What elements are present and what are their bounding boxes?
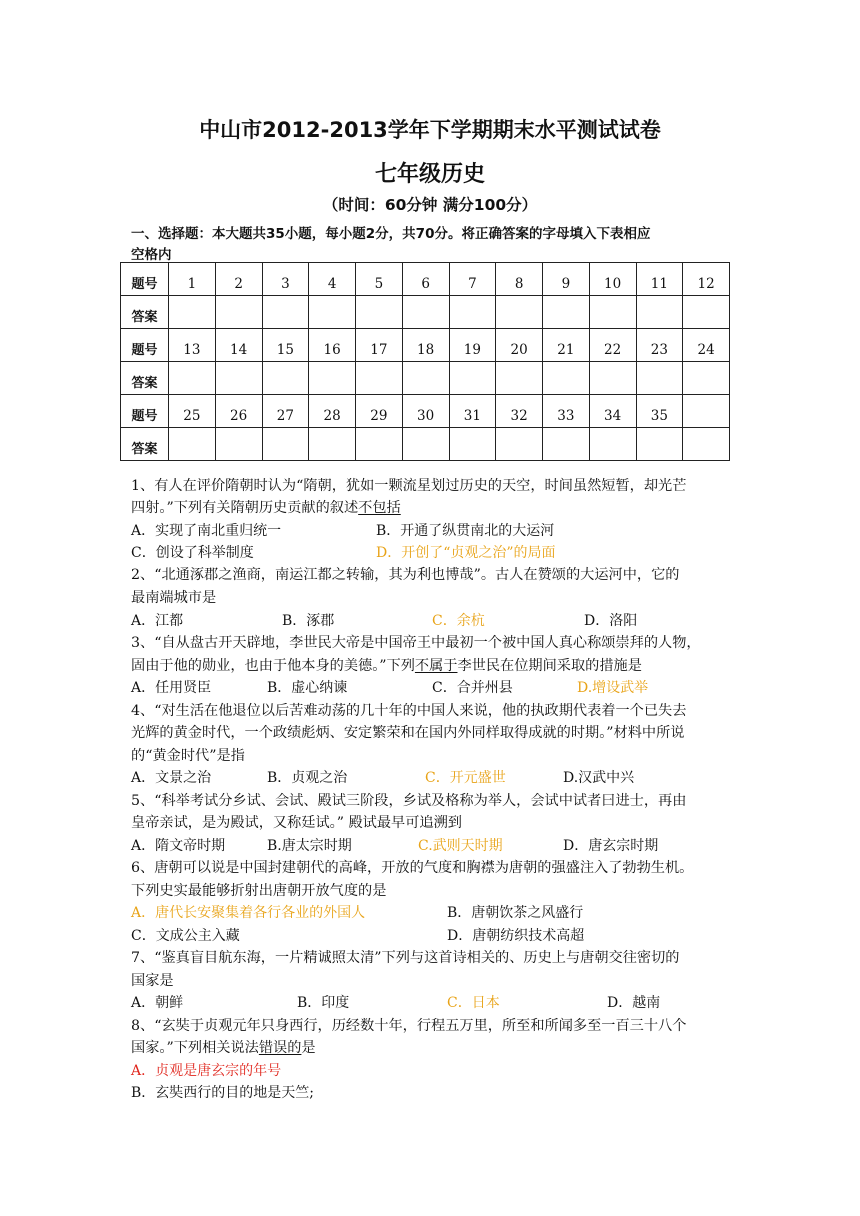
q1-stem-text: 四射。”下列有关隋朝历史贡献的叙述 <box>131 500 359 516</box>
q5-option-d: D．唐玄宗时期 <box>563 838 659 854</box>
question-number-cell: 28 <box>309 395 356 428</box>
answer-blank-cell[interactable] <box>402 362 449 395</box>
answer-blank-cell[interactable] <box>636 296 683 329</box>
q2-option-c: C．余杭 <box>432 613 485 629</box>
answer-header: 答案 <box>121 296 169 329</box>
answer-blank-cell[interactable] <box>683 428 730 461</box>
question-number-header: 题号 <box>121 395 169 428</box>
question-number-cell: 11 <box>636 263 683 296</box>
answer-blank-cell[interactable] <box>169 362 216 395</box>
question-number-cell: 26 <box>215 395 262 428</box>
q2-stem-line1: 2、“北通涿郡之渔商，南运江都之转输，其为利也博哉”。古人在赞颂的大运河中，它的 <box>131 567 680 583</box>
q5-stem-line1: 5、“科举考试分乡试、会试、殿试三阶段，乡试及格称为举人，会试中试者曰进士，再由 <box>131 793 687 809</box>
answer-header: 答案 <box>121 362 169 395</box>
question-number-cell: 24 <box>683 329 730 362</box>
answer-blank-cell[interactable] <box>169 428 216 461</box>
q5-stem-line2: 皇帝亲试，是为殿试，又称廷试。” 殿试最早可追溯到 <box>131 815 462 831</box>
question-number-cell: 23 <box>636 329 683 362</box>
section-instructions-line1: 一、选择题：本大题共35小题，每小题2分，共70分。将正确答案的字母填入下表相应 <box>131 226 651 242</box>
q3-stem-text: 固由于他的勋业，也由于他本身的美德。”下列 <box>131 658 415 674</box>
question-number-cell: 10 <box>589 263 636 296</box>
question-number-cell: 29 <box>356 395 403 428</box>
q8-stem-line2 <box>131 1037 316 1057</box>
q7-option-d: D．越南 <box>607 995 661 1011</box>
answer-blank-cell[interactable] <box>215 362 262 395</box>
q6-option-b: B．唐朝饮茶之风盛行 <box>447 905 584 921</box>
q2-stem-line2: 最南端城市是 <box>131 590 217 606</box>
q5-option-b: B.唐太宗时期 <box>267 838 352 854</box>
question-number-cell: 7 <box>449 263 496 296</box>
answer-blank-cell[interactable] <box>262 362 309 395</box>
answer-blank-cell[interactable] <box>496 296 543 329</box>
answer-table-answer-row <box>121 428 730 461</box>
answer-blank-cell[interactable] <box>636 362 683 395</box>
question-number-header: 题号 <box>121 263 169 296</box>
q2-option-a: A．江都 <box>131 613 184 629</box>
question-number-cell: 12 <box>683 263 730 296</box>
q3-option-a: A．任用贤臣 <box>131 680 212 696</box>
answer-table-number-row <box>121 395 730 428</box>
answer-table-number-row <box>121 263 730 296</box>
q3-emphasis: 不属于 <box>414 658 458 674</box>
question-number-cell: 1 <box>169 263 216 296</box>
q6-option-c: C．文成公主入藏 <box>131 928 240 944</box>
answer-blank-cell[interactable] <box>356 362 403 395</box>
q5-option-c: C.武则天时期 <box>418 838 503 854</box>
q2-option-b: B．涿郡 <box>282 613 335 629</box>
q3-option-d: D.增设武举 <box>577 680 649 696</box>
q5-option-a: A．隋文帝时期 <box>131 838 226 854</box>
question-number-cell: 13 <box>169 329 216 362</box>
q8-emphasis: 错误的 <box>258 1040 302 1056</box>
exam-subtitle: 七年级历史 <box>374 162 485 187</box>
question-number-cell: 2 <box>215 263 262 296</box>
q6-stem-line1: 6、唐朝可以说是中国封建朝代的高峰，开放的气度和胸襟为唐朝的强盛注入了勃勃生机。 <box>131 860 694 876</box>
answer-blank-cell[interactable] <box>543 296 590 329</box>
answer-blank-cell[interactable] <box>543 362 590 395</box>
question-number-cell: 18 <box>402 329 449 362</box>
answer-blank-cell[interactable] <box>449 428 496 461</box>
q6-stem-line2: 下列史实最能够折射出唐朝开放气度的是 <box>131 883 387 899</box>
answer-table-answer-row <box>121 362 730 395</box>
answer-header: 答案 <box>121 428 169 461</box>
q3-option-c: C．合并州县 <box>432 680 513 696</box>
question-number-cell <box>683 395 730 428</box>
q4-option-c: C．开元盛世 <box>425 770 506 786</box>
question-number-cell: 5 <box>356 263 403 296</box>
question-number-cell: 25 <box>169 395 216 428</box>
q4-option-d: D.汉武中兴 <box>563 770 635 786</box>
answer-blank-cell[interactable] <box>683 296 730 329</box>
exam-title: 中山市2012-2013学年下学期期末水平测试试卷 <box>199 118 661 142</box>
question-number-cell: 35 <box>636 395 683 428</box>
q1-emphasis: 不包括 <box>358 500 401 516</box>
q4-stem-line2: 光辉的黄金时代，一个政绩彪炳、安定繁荣和在国内外同样取得成就的时期。”材料中所说 <box>131 725 685 741</box>
answer-blank-cell[interactable] <box>356 296 403 329</box>
answer-blank-cell[interactable] <box>215 428 262 461</box>
question-number-cell: 9 <box>543 263 590 296</box>
answer-blank-cell[interactable] <box>169 296 216 329</box>
q1-option-b: B．开通了纵贯南北的大运河 <box>376 523 555 539</box>
answer-blank-cell[interactable] <box>496 428 543 461</box>
question-number-cell: 14 <box>215 329 262 362</box>
answer-blank-cell[interactable] <box>636 428 683 461</box>
q2-option-d: D．洛阳 <box>584 613 638 629</box>
answer-blank-cell[interactable] <box>262 428 309 461</box>
question-number-cell: 6 <box>402 263 449 296</box>
q8-option-a: A．贞观是唐玄宗的年号 <box>131 1063 282 1079</box>
question-number-cell: 31 <box>449 395 496 428</box>
q1-stem-line1: 1、有人在评价隋朝时认为“隋朝，犹如一颗流星划过历史的天空，时间虽然短暂，却光芒 <box>131 478 687 494</box>
q3-stem-text-end: 李世民在位期间采取的措施是 <box>457 658 642 674</box>
question-number-cell: 16 <box>309 329 356 362</box>
q7-stem-line2: 国家是 <box>131 973 174 989</box>
q3-option-b: B．虚心纳谏 <box>267 680 348 696</box>
q8-stem-text-end: 是 <box>301 1040 316 1056</box>
question-number-cell: 4 <box>309 263 356 296</box>
answer-table-answer-row <box>121 296 730 329</box>
answer-blank-cell[interactable] <box>683 362 730 395</box>
question-number-cell: 21 <box>543 329 590 362</box>
question-number-header: 题号 <box>121 329 169 362</box>
answer-blank-cell[interactable] <box>589 428 636 461</box>
q1-stem-line2 <box>131 497 401 517</box>
q1-option-d: D．开创了“贞观之治”的局面 <box>376 545 556 561</box>
q1-option-a: A．实现了南北重归统一 <box>131 523 282 539</box>
answer-blank-cell[interactable] <box>589 296 636 329</box>
question-number-cell: 22 <box>589 329 636 362</box>
q8-stem-line1: 8、“玄奘于贞观元年只身西行，历经数十年，行程五万里，所至和所闻多至一百三十八个 <box>131 1018 687 1034</box>
answer-blank-cell[interactable] <box>309 362 356 395</box>
answer-blank-cell[interactable] <box>589 362 636 395</box>
q4-option-a: A．文景之治 <box>131 770 212 786</box>
q3-stem-line1: 3、“自从盘古开天辟地，李世民大帝是中国帝王中最初一个被中国人真心称颂崇拜的人物， <box>131 635 701 651</box>
question-number-cell: 27 <box>262 395 309 428</box>
question-number-cell: 19 <box>449 329 496 362</box>
q7-option-a: A．朝鲜 <box>131 995 184 1011</box>
question-number-cell: 30 <box>402 395 449 428</box>
question-number-cell: 34 <box>589 395 636 428</box>
q8-option-b: B．玄奘西行的目的地是天竺; <box>131 1085 315 1101</box>
answer-blank-cell[interactable] <box>496 362 543 395</box>
q6-option-a: A．唐代长安聚集着各行各业的外国人 <box>131 905 366 921</box>
question-number-cell: 3 <box>262 263 309 296</box>
answer-blank-cell[interactable] <box>309 296 356 329</box>
q7-option-b: B．印度 <box>297 995 350 1011</box>
exam-meta: （时间：60分钟 满分100分） <box>322 196 538 214</box>
q3-stem-line2 <box>131 655 642 675</box>
question-number-cell: 20 <box>496 329 543 362</box>
answer-blank-cell[interactable] <box>402 296 449 329</box>
q7-option-c: C．日本 <box>447 995 500 1011</box>
q4-option-b: B．贞观之治 <box>267 770 348 786</box>
answer-blank-cell[interactable] <box>215 296 262 329</box>
q1-option-c: C．创设了科举制度 <box>131 545 254 561</box>
answer-table-number-row <box>121 329 730 362</box>
question-number-cell: 8 <box>496 263 543 296</box>
q4-stem-line3: 的“黄金时代”是指 <box>131 748 245 764</box>
answer-blank-cell[interactable] <box>262 296 309 329</box>
answer-blank-cell[interactable] <box>543 428 590 461</box>
answer-blank-cell[interactable] <box>356 428 403 461</box>
answer-blank-cell[interactable] <box>449 362 496 395</box>
question-number-cell: 15 <box>262 329 309 362</box>
answer-blank-cell[interactable] <box>402 428 449 461</box>
q7-stem-line1: 7、“鉴真盲目航东海，一片精诚照太清”下列与这首诗相关的、历史上与唐朝交往密切的 <box>131 950 680 966</box>
q8-stem-text: 国家。”下列相关说法 <box>131 1040 259 1056</box>
answer-blank-cell[interactable] <box>309 428 356 461</box>
question-number-cell: 33 <box>543 395 590 428</box>
question-number-cell: 17 <box>356 329 403 362</box>
question-number-cell: 32 <box>496 395 543 428</box>
section-instructions-line2: 空格内 <box>131 247 172 263</box>
q6-option-d: D．唐朝纺织技术高超 <box>447 928 585 944</box>
answer-table <box>120 262 730 461</box>
q4-stem-line1: 4、“对生活在他退位以后苦难动荡的几十年的中国人来说，他的执政期代表着一个已失去 <box>131 703 687 719</box>
answer-blank-cell[interactable] <box>449 296 496 329</box>
